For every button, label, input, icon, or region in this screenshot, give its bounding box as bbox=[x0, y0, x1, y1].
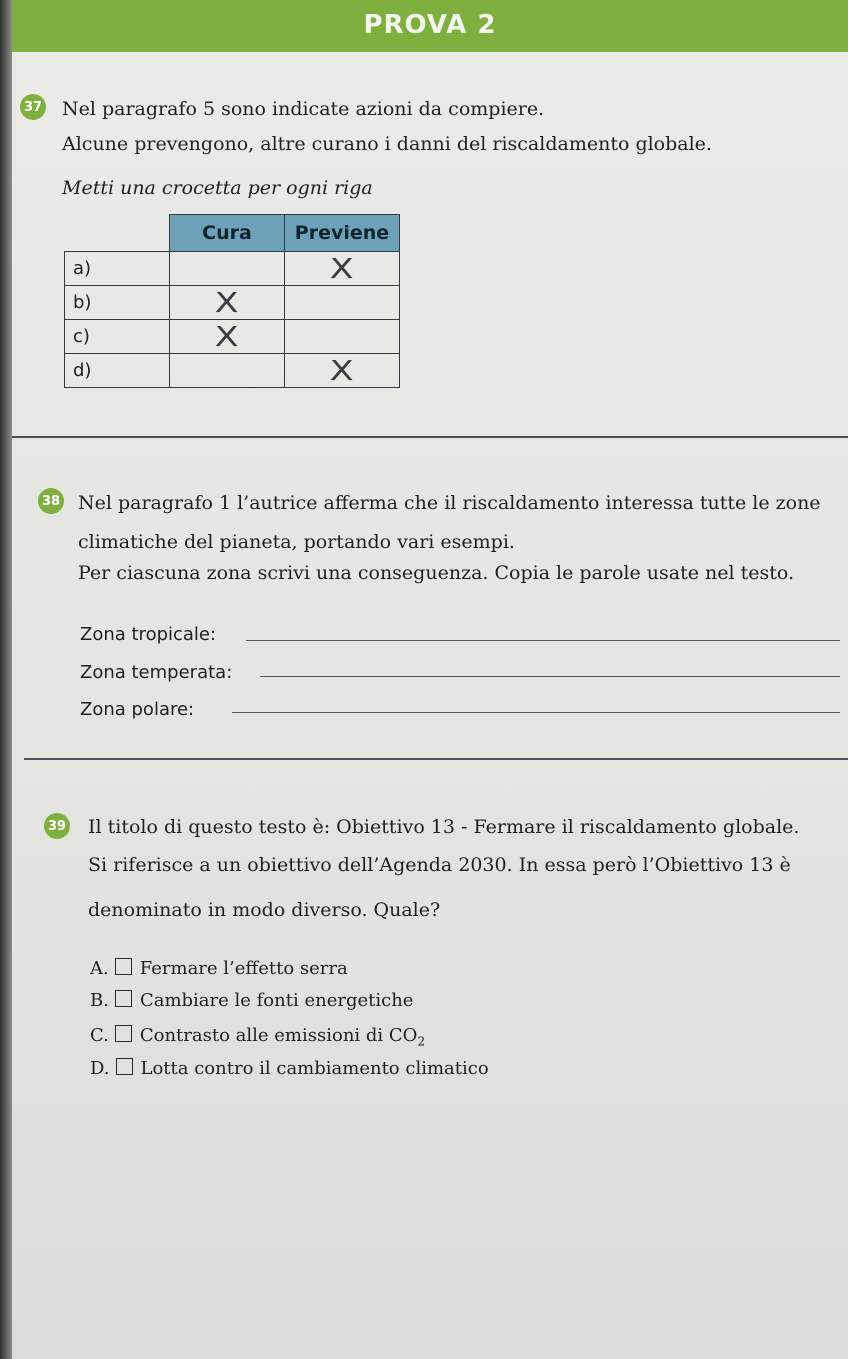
question-39-number: 39 bbox=[44, 813, 70, 839]
q37-line2: Alcune prevengono, altre curano i danni del riscaldamento globale. bbox=[62, 133, 712, 155]
q38-line1: Nel paragrafo 1 l’autrice afferma che il riscaldamento interessa tutte le zone bbox=[78, 492, 821, 514]
question-37-number: 37 bbox=[20, 94, 46, 120]
table-row bbox=[65, 354, 400, 388]
zone-temperate-answer-line[interactable] bbox=[260, 676, 840, 677]
cura-cell[interactable] bbox=[170, 286, 285, 320]
option-c-text: Contrasto alle emissioni di CO bbox=[139, 1025, 418, 1046]
question-38-number: 38 bbox=[38, 488, 64, 514]
zone-tropical-label: Zona tropicale: bbox=[80, 624, 217, 645]
book-spine bbox=[0, 0, 12, 1359]
cura-cell[interactable] bbox=[170, 252, 285, 286]
option-b[interactable] bbox=[90, 990, 413, 1011]
q37-answer-table bbox=[64, 214, 400, 388]
q39-line1: Il titolo di questo testo è: Obiettivo 13 - Fermare il riscaldamento globale. bbox=[88, 816, 800, 838]
q38-line2: climatiche del pianeta, portando vari esempi. bbox=[78, 531, 515, 553]
table-row bbox=[65, 286, 400, 320]
option-a-letter: A. bbox=[90, 958, 109, 979]
cross-mark: X bbox=[215, 320, 239, 353]
table-header-row bbox=[65, 215, 400, 252]
row-label: b) bbox=[65, 286, 170, 320]
option-d-checkbox[interactable] bbox=[116, 1058, 133, 1075]
option-b-text: Cambiare le fonti energetiche bbox=[139, 990, 414, 1011]
option-d-text: Lotta contro il cambiamento climatico bbox=[140, 1058, 489, 1079]
row-label: a) bbox=[65, 252, 170, 286]
cross-mark: X bbox=[330, 354, 354, 387]
option-d-letter: D. bbox=[90, 1058, 110, 1079]
zone-polar-label: Zona polare: bbox=[80, 699, 195, 720]
previene-cell[interactable] bbox=[285, 286, 400, 320]
cura-cell[interactable] bbox=[170, 354, 285, 388]
cross-mark: X bbox=[330, 252, 354, 285]
option-c-checkbox[interactable] bbox=[115, 1025, 132, 1042]
previene-cell[interactable] bbox=[285, 252, 400, 286]
row-label: c) bbox=[65, 320, 170, 354]
q39-line2: Si riferisce a un obiettivo dell’Agenda 2030. In essa però l’Obiettivo 13 è bbox=[88, 854, 791, 876]
zone-temperate-label: Zona temperata: bbox=[80, 662, 233, 683]
table-row bbox=[65, 252, 400, 286]
option-c[interactable] bbox=[90, 1025, 425, 1049]
zone-tropical-answer-line[interactable] bbox=[246, 640, 840, 641]
option-a[interactable] bbox=[90, 958, 348, 979]
table-corner bbox=[65, 215, 170, 252]
previene-cell[interactable] bbox=[285, 320, 400, 354]
option-c-letter: C. bbox=[90, 1025, 109, 1046]
cross-mark: X bbox=[215, 286, 239, 319]
option-d[interactable] bbox=[90, 1058, 489, 1079]
column-header-previene: Previene bbox=[285, 215, 400, 252]
row-label: d) bbox=[65, 354, 170, 388]
table-row bbox=[65, 320, 400, 354]
page-title: PROVA 2 bbox=[363, 10, 497, 40]
previene-cell[interactable] bbox=[285, 354, 400, 388]
section-divider bbox=[24, 758, 848, 760]
section-divider bbox=[12, 436, 848, 438]
option-a-text: Fermare l’effetto serra bbox=[139, 958, 348, 979]
cura-cell[interactable] bbox=[170, 320, 285, 354]
q37-line1: Nel paragrafo 5 sono indicate azioni da compiere. bbox=[62, 98, 545, 120]
page-header bbox=[12, 0, 848, 52]
option-b-checkbox[interactable] bbox=[115, 990, 132, 1007]
q37-instruction: Metti una crocetta per ogni riga bbox=[62, 177, 373, 199]
column-header-cura: Cura bbox=[170, 215, 285, 252]
q38-line3: Per ciascuna zona scrivi una conseguenza. Copia le parole usate nel testo. bbox=[78, 562, 795, 584]
option-a-checkbox[interactable] bbox=[115, 958, 132, 975]
option-c-subscript: 2 bbox=[417, 1034, 426, 1049]
q39-line3: denominato in modo diverso. Quale? bbox=[88, 899, 441, 921]
zone-polar-answer-line[interactable] bbox=[232, 712, 840, 713]
option-b-letter: B. bbox=[90, 990, 109, 1011]
